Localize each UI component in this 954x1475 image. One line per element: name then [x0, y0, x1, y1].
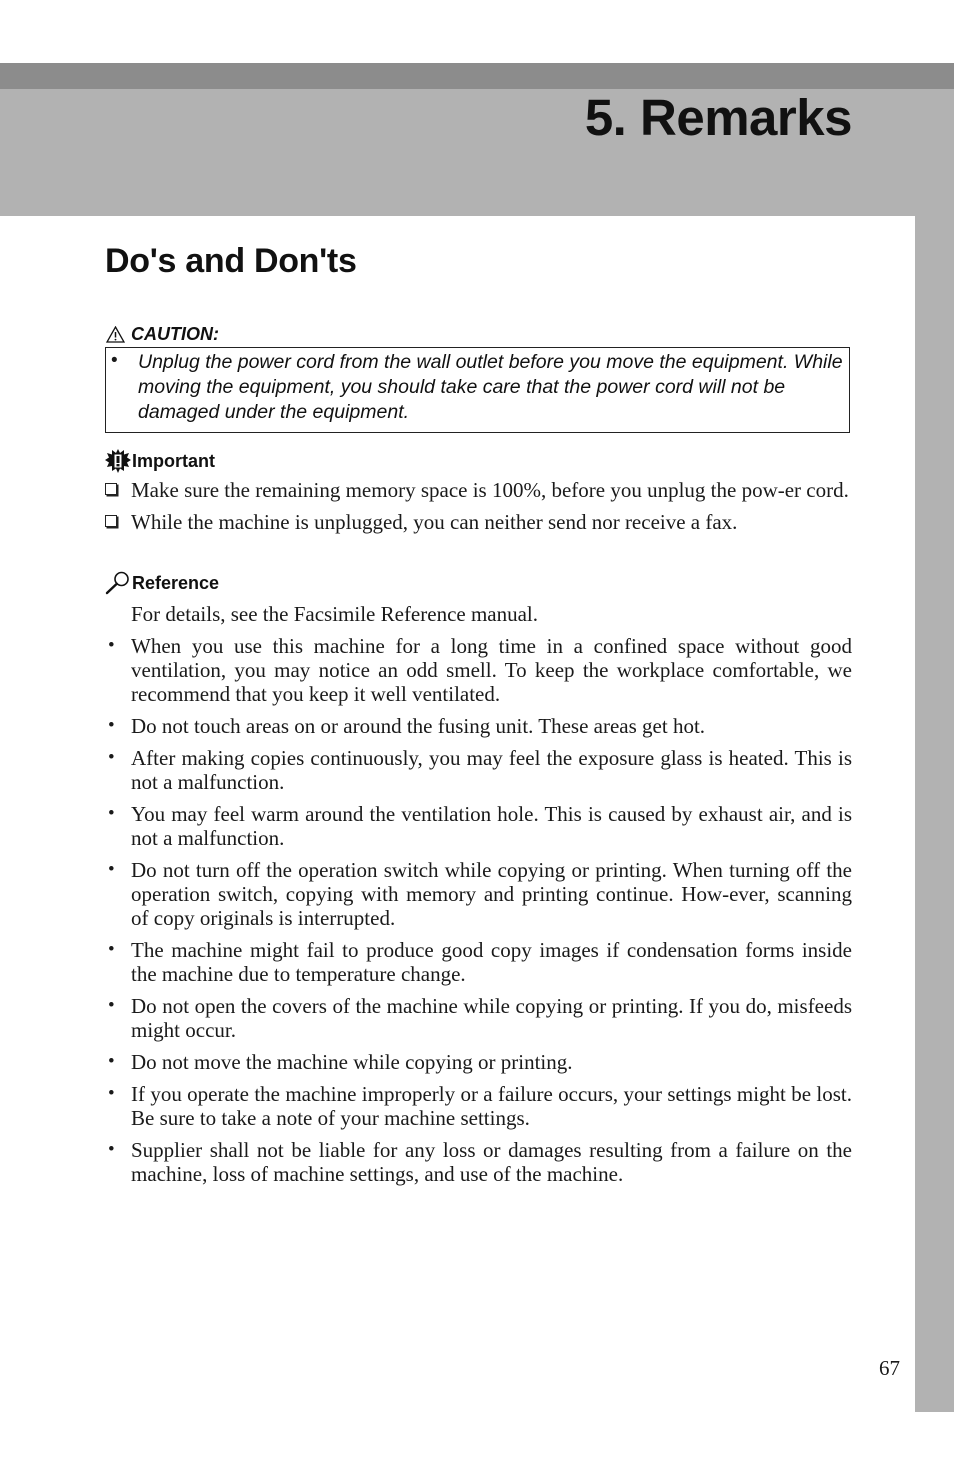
list-item — [104, 746, 852, 794]
list-item — [104, 802, 852, 850]
magnifier-icon — [105, 571, 131, 595]
bullet-icon: • — [108, 635, 115, 656]
list-item — [104, 634, 852, 706]
important-item — [104, 478, 852, 502]
caution-text: Unplug the power cord from the wall outlet before you move the equipment. While moving the equipment, you should take care that the power cord will not be damaged under the equipment. — [138, 351, 843, 423]
important-burst-icon — [105, 449, 131, 473]
bullet-icon: • — [108, 803, 115, 824]
list-item-text: When you use this machine for a long time in a confined space without good ventilation, you may notice an odd smell. To keep the workplace comfortable, we recommend that you keep it well ventilated. — [131, 634, 852, 706]
bullet-icon: • — [108, 715, 115, 736]
list-item-text: Do not move the machine while copying or printing. — [131, 1050, 573, 1074]
important-item-text: While the machine is unplugged, you can neither send nor receive a fax. — [131, 510, 738, 534]
bullet-icon: • — [108, 939, 115, 960]
bullet-icon: • — [108, 1139, 115, 1160]
caution-box — [105, 347, 850, 433]
list-item — [104, 994, 852, 1042]
list-item — [104, 1082, 852, 1130]
list-item — [104, 938, 852, 986]
page-side-band — [915, 216, 954, 1412]
important-item-text: Make sure the remaining memory space is 100%, before you unplug the pow-er cord. — [131, 478, 849, 502]
list-item — [104, 1050, 852, 1074]
reference-text: For details, see the Facsimile Reference manual. — [131, 602, 539, 626]
list-item — [104, 714, 852, 738]
list-item-text: Do not turn off the operation switch while copying or printing. When turning off the operation switch, copying with memory and printing continue. How-ever, scanning of copy originals is interrupted. — [131, 858, 852, 930]
list-item-text: You may feel warm around the ventilation hole. This is caused by exhaust air, and is not a malfunction. — [131, 802, 852, 850]
warning-triangle-icon — [106, 326, 125, 343]
checkbox-bullet-icon — [105, 483, 117, 495]
section-title: Do's and Don'ts — [105, 242, 357, 280]
important-list — [104, 478, 852, 542]
remarks-list — [104, 634, 852, 1194]
important-item — [104, 510, 852, 534]
list-item-text: Do not open the covers of the machine while copying or printing. If you do, misfeeds might occur. — [131, 994, 852, 1042]
important-heading — [105, 449, 215, 473]
list-item-text: If you operate the machine improperly or a failure occurs, your settings might be lost. Be sure to take a note of your machine settings. — [131, 1082, 852, 1130]
bullet-icon: • — [108, 995, 115, 1016]
bullet-icon: • — [108, 747, 115, 768]
reference-heading — [105, 571, 219, 595]
header-top-strip — [0, 63, 954, 89]
bullet-icon: • — [108, 1083, 115, 1104]
caution-bullet: • — [111, 350, 118, 371]
reference-label: Reference — [132, 572, 220, 593]
bullet-icon: • — [108, 859, 115, 880]
list-item-text: Do not touch areas on or around the fusing unit. These areas get hot. — [131, 714, 706, 738]
list-item-text: Supplier shall not be liable for any loss or damages resulting from a failure on the machine, loss of machine settings, and use of the machine. — [131, 1138, 852, 1186]
checkbox-bullet-icon — [105, 515, 117, 527]
caution-heading — [106, 324, 219, 345]
list-item — [104, 858, 852, 930]
list-item-text: After making copies continuously, you may feel the exposure glass is heated. This is not a malfunction. — [131, 746, 852, 794]
chapter-title: 5. Remarks — [584, 89, 852, 146]
bullet-icon: • — [108, 1051, 115, 1072]
list-item-text: The machine might fail to produce good copy images if condensation forms inside the machine due to temperature change. — [131, 938, 852, 986]
caution-label: CAUTION: — [131, 324, 219, 344]
list-item — [104, 1138, 852, 1186]
important-label: Important — [132, 450, 215, 471]
page-number: 67 — [879, 1356, 900, 1380]
